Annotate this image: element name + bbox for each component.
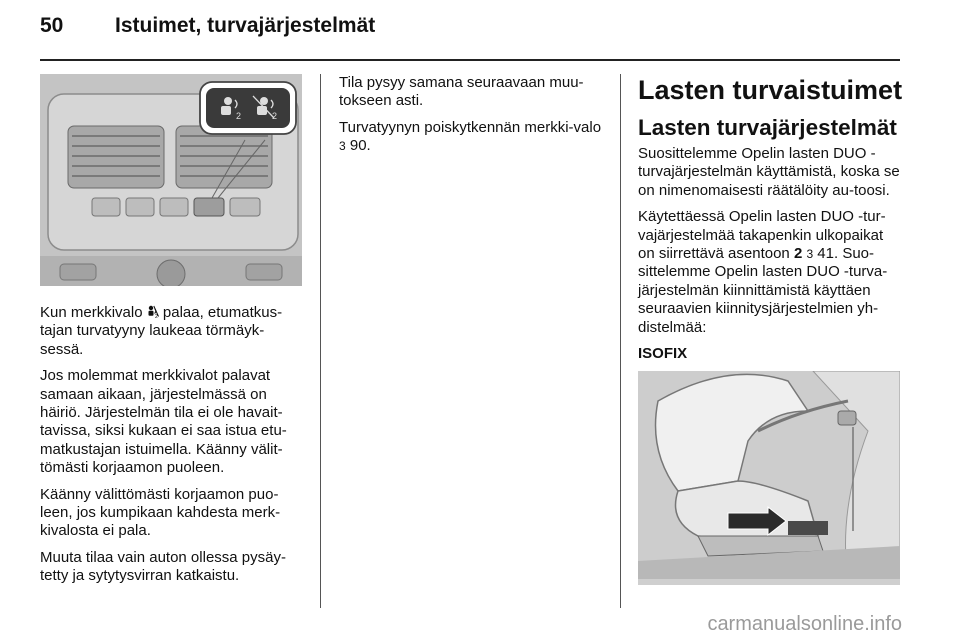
svg-text:2: 2 [272, 111, 278, 121]
section-title: Lasten turvaistuimet [638, 75, 903, 105]
column-middle [339, 74, 607, 164]
col1-paragraph-1 [40, 304, 302, 359]
running-head: Istuimet, turvajärjestelmät [115, 14, 376, 37]
col1-paragraph-3: Käänny välittömästi korjaamon puo-leen, jos kumpikaan kahdesta merk-kivalosta ei pala. [40, 485, 281, 540]
col1-paragraph-4: Muuta tilaa vain auton ollessa pysäy-tetty ja sytytysvirran katkaistu. [40, 548, 286, 585]
header-rule [40, 59, 900, 61]
svg-text:2: 2 [154, 313, 158, 318]
col3-paragraph-2 [638, 208, 903, 337]
vent-illustration [40, 74, 302, 286]
col2-p2-text: Turvatyynyn poiskytkennän merkki-valo [339, 118, 602, 136]
watermark: carmanualsonline.info [707, 613, 902, 635]
col2-paragraph-1: Tila pysyy samana seuraavaan muu-tokseen asti. [339, 74, 584, 110]
column-divider-1 [320, 74, 321, 608]
arrow-reference-icon: 3 [806, 247, 814, 262]
child-seat-illustration [638, 371, 900, 579]
isofix-seat-figure [638, 371, 900, 584]
column-divider-2 [620, 74, 621, 608]
airbag-passenger-off-icon [147, 305, 159, 318]
page-number: 50 [40, 14, 64, 37]
dashboard-vent-figure [40, 74, 302, 286]
col1-p1-text-a: Kun merkkivalo [40, 304, 147, 321]
col3-p2-text-b[interactable]: 41. Suo-sittelemme Opelin lasten DUO -turva-järjestelmän kiinnittämistä käyttäen seuraavien kiinnitysjärjestelmien yh-distelmää: [638, 245, 888, 336]
column-left [40, 74, 302, 594]
isofix-label: ISOFIX [638, 345, 688, 363]
column-right [638, 74, 903, 585]
col2-paragraph-2 [339, 119, 607, 156]
col3-paragraph-1: Suosittelemme Opelin lasten DUO -turvajärjestelmän käyttämistä, koska se on nimenomaisesti räätälöity au-toosi. [638, 145, 900, 199]
position-number: 2 [793, 245, 803, 263]
col1-p1-text-b: palaa, etumatkus-tajan turvatyyny laukeaa törmäyk-sessä. [40, 304, 283, 358]
svg-text:2: 2 [236, 111, 242, 121]
col3-p2-text-a: Käytettäessä Opelin lasten DUO -tur-vajärjestelmää takapenkin ulkopaikat on siirrettävä asentoon [638, 208, 886, 263]
col1-paragraph-2: Jos molemmat merkkivalot palavat samaan aikaan, järjestelmässä on häiriö. Järjestelmän tila ei ole havait-tavissa, siksi kukaan ei saa istua etu-matkustajan istuimella. Käänny välit-tömästi korjaamon puoleen. [40, 367, 287, 477]
page-reference-link[interactable]: 90. [345, 137, 371, 155]
arrow-reference-icon: 3 [339, 139, 346, 154]
subsection-title: Lasten turvajärjestelmät [638, 115, 897, 140]
